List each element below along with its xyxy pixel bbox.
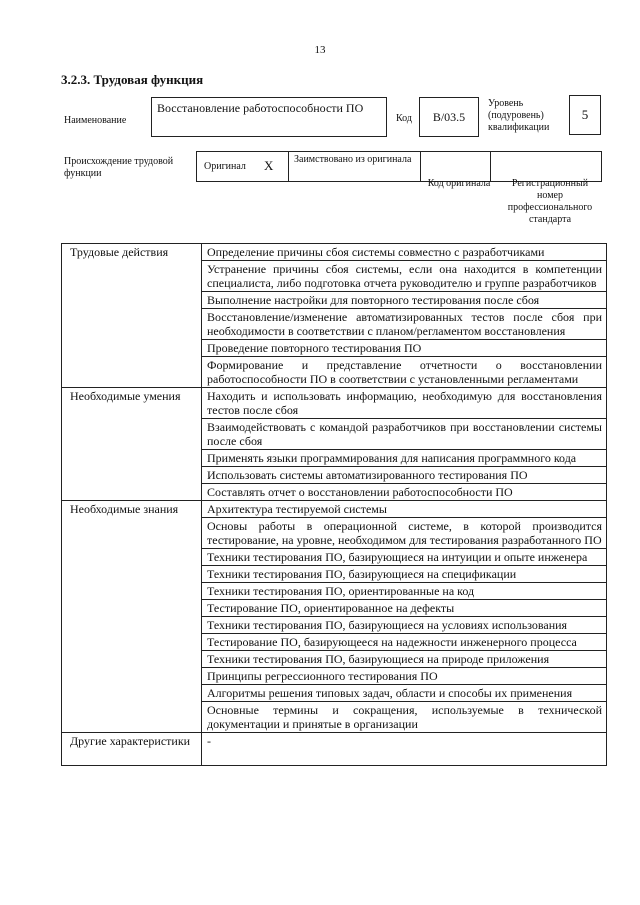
level-label: Уровень (подуровень) квалификации	[488, 98, 550, 133]
item-cell: Архитектура тестируемой системы	[202, 501, 607, 518]
item-cell: Техники тестирования ПО, базирующиеся на интуиции и опыте инженера	[202, 549, 607, 566]
level-value: 5	[569, 95, 601, 135]
category-cell: Трудовые действия	[62, 244, 202, 388]
origin-code-cell	[421, 152, 491, 181]
origin-original-mark: X	[264, 158, 274, 173]
origin-reg-caption: Регистрационный номер профессионального стандарта	[507, 178, 593, 225]
item-cell: -	[202, 733, 607, 766]
item-cell: Выполнение настройки для повторного тестирования после сбоя	[202, 292, 607, 309]
page-number: 13	[314, 44, 326, 56]
item-cell: Алгоритмы решения типовых задач, области и способы их применения	[202, 685, 607, 702]
item-cell: Тестирование ПО, ориентированное на дефекты	[202, 600, 607, 617]
item-cell: Техники тестирования ПО, базирующиеся на условиях использования	[202, 617, 607, 634]
item-cell: Техники тестирования ПО, базирующиеся на природе приложения	[202, 651, 607, 668]
item-cell: Тестирование ПО, базирующееся на надежности инженерного процесса	[202, 634, 607, 651]
item-cell: Формирование и представление отчетности о восстановлении работоспособности ПО в соответствии с установленными регламентами	[202, 357, 607, 388]
table-row	[62, 244, 607, 261]
function-table	[61, 243, 607, 766]
origin-borrowed-label: Заимствовано из оригинала	[294, 154, 412, 165]
item-cell: Техники тестирования ПО, ориентированные на код	[202, 583, 607, 600]
table-row	[62, 733, 607, 766]
table-row	[62, 501, 607, 518]
category-cell: Необходимые знания	[62, 501, 202, 733]
origin-label: Происхождение трудовой функции	[64, 156, 174, 179]
item-cell: Принципы регрессионного тестирования ПО	[202, 668, 607, 685]
item-cell: Основы работы в операционной системе, в которой производится тестирование, на уровне, необходимом для тестирования разработанного ПО	[202, 518, 607, 549]
item-cell: Техники тестирования ПО, базирующиеся на спецификации	[202, 566, 607, 583]
item-cell: Проведение повторного тестирования ПО	[202, 340, 607, 357]
item-cell: Использовать системы автоматизированного тестирования ПО	[202, 467, 607, 484]
table-row	[62, 388, 607, 419]
name-label: Наименование	[64, 115, 127, 126]
item-cell: Составлять отчет о восстановлении работоспособности ПО	[202, 484, 607, 501]
origin-original-label: Оригинал	[204, 161, 246, 172]
origin-borrowed-cell	[289, 152, 421, 181]
origin-original-cell	[197, 152, 289, 181]
category-cell: Другие характеристики	[62, 733, 202, 766]
item-cell: Находить и использовать информацию, необходимую для восстановления тестов после сбоя	[202, 388, 607, 419]
item-cell: Определение причины сбоя системы совместно с разработчиками	[202, 244, 607, 261]
name-value: Восстановление работоспособности ПО	[151, 97, 387, 137]
item-cell: Применять языки программирования для написания программного кода	[202, 450, 607, 467]
code-label: Код	[396, 113, 412, 124]
item-cell: Устранение причины сбоя системы, если она находится в компетенции специалиста, либо подготовка отчета руководителю и группе разработчиков	[202, 261, 607, 292]
item-cell: Восстановление/изменение автоматизированных тестов после сбоя при необходимости в соответствии с планом/регламентом восстановления	[202, 309, 607, 340]
item-cell: Взаимодействовать с командой разработчиков при восстановлении системы после сбоя	[202, 419, 607, 450]
origin-reg-cell	[491, 152, 601, 181]
code-value: B/03.5	[419, 97, 479, 137]
section-title: 3.2.3. Трудовая функция	[61, 72, 204, 87]
category-cell: Необходимые умения	[62, 388, 202, 501]
origin-code-caption: Код оригинала	[427, 178, 491, 189]
item-cell: Основные термины и сокращения, используемые в технической документации и принятые в организации	[202, 702, 607, 733]
